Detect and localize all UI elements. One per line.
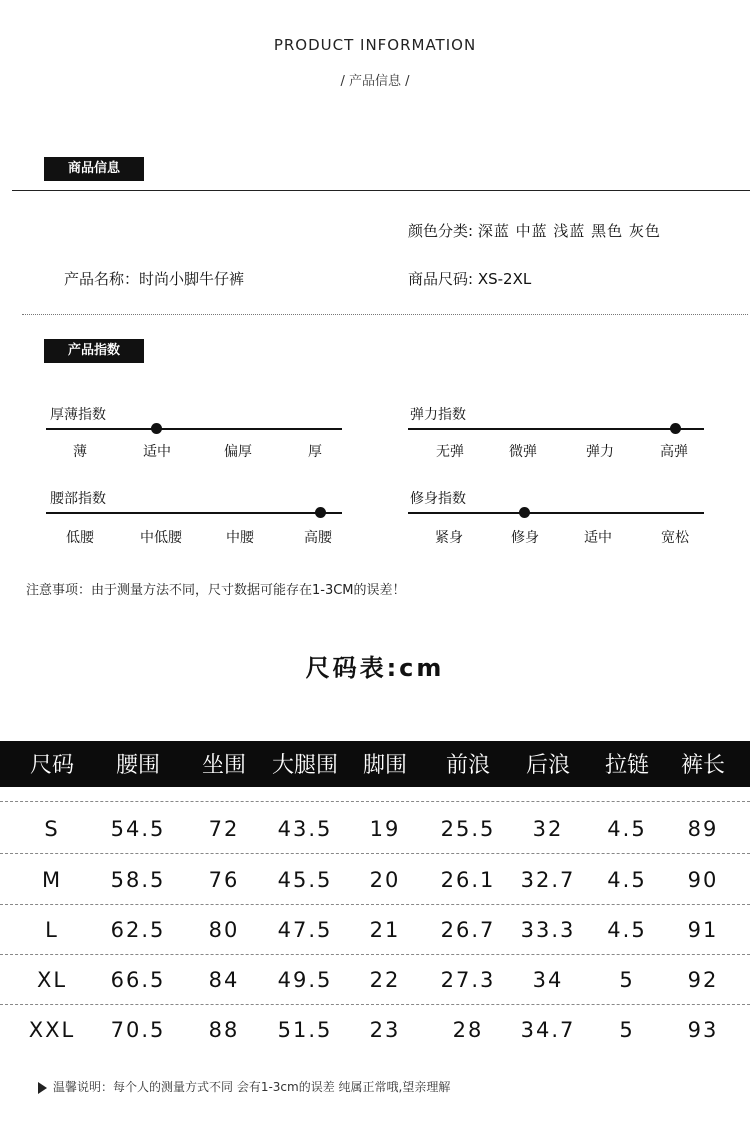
table-cell: 26.1: [440, 868, 496, 892]
table-cell: 72: [208, 817, 240, 841]
product-name-label: 产品名称：: [64, 270, 140, 288]
scale-label: 高腰: [304, 530, 332, 546]
table-cell: 91: [687, 918, 719, 942]
scale-marker-thickness: [151, 423, 162, 434]
scale-line-elasticity: [408, 428, 704, 430]
table-cell: 21: [369, 918, 401, 942]
size-value: XS-2XL: [477, 270, 532, 288]
table-cell: 34: [532, 968, 564, 992]
table-header-cell: 后浪: [525, 753, 570, 778]
table-cell: 19: [369, 817, 401, 841]
table-cell: 25.5: [440, 817, 496, 841]
scale-label: 适中: [143, 444, 171, 460]
scale-label: 微弹: [509, 444, 537, 460]
table-header-cell: 大腿围: [271, 753, 338, 778]
scale-line-waist: [46, 512, 342, 514]
table-cell: 4.5: [607, 868, 647, 892]
row-divider: [0, 904, 750, 905]
row-divider: [0, 853, 750, 854]
table-cell: 80: [208, 918, 240, 942]
table-cell: 34.7: [520, 1018, 576, 1042]
table-cell: 58.5: [110, 868, 166, 892]
scale-label: 无弹: [436, 444, 464, 460]
row-divider: [0, 801, 750, 802]
scale-label: 弹力: [586, 444, 614, 460]
scale-line-fit: [408, 512, 704, 514]
section-tag-product-info: 商品信息: [44, 157, 144, 181]
scale-marker-fit: [519, 507, 530, 518]
table-header-cell: 脚围: [362, 753, 407, 778]
table-cell: 23: [369, 1018, 401, 1042]
table-header-cell: 裤长: [680, 753, 725, 778]
scale-label: 中腰: [226, 530, 254, 546]
product-size: [408, 268, 531, 289]
scale-marker-waist: [315, 507, 326, 518]
scale-title-fit: 修身指数: [410, 491, 466, 507]
size-label: 商品尺码:: [408, 270, 474, 288]
table-cell: 5: [619, 1018, 635, 1042]
color-label: 颜色分类:: [408, 222, 474, 240]
table-header-cell: 拉链: [604, 753, 649, 778]
scale-label: 薄: [73, 444, 87, 460]
tip-note: [38, 1078, 450, 1095]
table-cell: 92: [687, 968, 719, 992]
section-tag-product-index: 产品指数: [44, 339, 144, 363]
row-divider: [0, 1004, 750, 1005]
scale-title-thickness: 厚薄指数: [50, 407, 106, 423]
table-cell: 70.5: [110, 1018, 166, 1042]
table-cell: 89: [687, 817, 719, 841]
table-cell: 62.5: [110, 918, 166, 942]
scale-label: 适中: [584, 530, 612, 546]
product-name-value: 时尚小脚牛仔裤: [139, 270, 245, 288]
row-divider: [0, 954, 750, 955]
table-header-cell: 前浪: [445, 753, 490, 778]
table-cell: 32: [532, 817, 564, 841]
table-header-cell: 腰围: [115, 753, 160, 778]
size-label-cell: S: [44, 817, 60, 841]
table-cell: 26.7: [440, 918, 496, 942]
dotted-divider: [22, 314, 748, 315]
table-cell: 28: [452, 1018, 484, 1042]
table-cell: 54.5: [110, 817, 166, 841]
scale-label: 低腰: [66, 530, 94, 546]
play-triangle-icon: [38, 1082, 47, 1094]
table-cell: 49.5: [277, 968, 333, 992]
scale-label: 中低腰: [140, 530, 182, 546]
table-cell: 45.5: [277, 868, 333, 892]
scale-label: 宽松: [661, 530, 689, 546]
table-cell: 76: [208, 868, 240, 892]
table-cell: 47.5: [277, 918, 333, 942]
scale-label: 偏厚: [224, 444, 252, 460]
scale-marker-elasticity: [670, 423, 681, 434]
color-category: [408, 220, 661, 241]
scale-label: 紧身: [435, 530, 463, 546]
header-title-en: PRODUCT INFORMATION: [273, 36, 477, 54]
scale-label: 高弹: [660, 444, 688, 460]
header-title-cn: / 产品信息 /: [340, 74, 410, 89]
table-cell: 93: [687, 1018, 719, 1042]
table-cell: 32.7: [520, 868, 576, 892]
table-cell: 90: [687, 868, 719, 892]
table-cell: 27.3: [440, 968, 496, 992]
table-header-cell: 坐围: [201, 753, 246, 778]
table-cell: 88: [208, 1018, 240, 1042]
scale-label: 修身: [511, 530, 539, 546]
measurement-notice: 注意事项：由于测量方法不同，尺寸数据可能存在1-3CM的误差！: [26, 583, 406, 598]
scale-title-waist: 腰部指数: [50, 491, 106, 507]
table-cell: 84: [208, 968, 240, 992]
scale-line-thickness: [46, 428, 342, 430]
size-label-cell: M: [41, 868, 63, 892]
size-label-cell: L: [45, 918, 59, 942]
product-name: [64, 268, 244, 289]
size-label-cell: XL: [36, 968, 68, 992]
table-cell: 43.5: [277, 817, 333, 841]
table-cell: 51.5: [277, 1018, 333, 1042]
scale-label: 厚: [308, 444, 322, 460]
table-cell: 20: [369, 868, 401, 892]
section-divider: [12, 190, 750, 191]
table-cell: 5: [619, 968, 635, 992]
table-cell: 66.5: [110, 968, 166, 992]
table-header-cell: 尺码: [29, 753, 74, 778]
color-values: 深蓝 中蓝 浅蓝 黑色 灰色: [477, 222, 661, 240]
table-cell: 33.3: [520, 918, 576, 942]
table-cell: 4.5: [607, 817, 647, 841]
size-table-title: 尺码表:cm: [305, 654, 445, 682]
scale-title-elasticity: 弹力指数: [410, 407, 466, 423]
size-label-cell: XXL: [28, 1018, 76, 1042]
tip-text: 温馨说明：每个人的测量方式不同 会有1-3cm的误差 纯属正常哦,望亲理解: [53, 1080, 451, 1094]
table-cell: 4.5: [607, 918, 647, 942]
table-cell: 22: [369, 968, 401, 992]
